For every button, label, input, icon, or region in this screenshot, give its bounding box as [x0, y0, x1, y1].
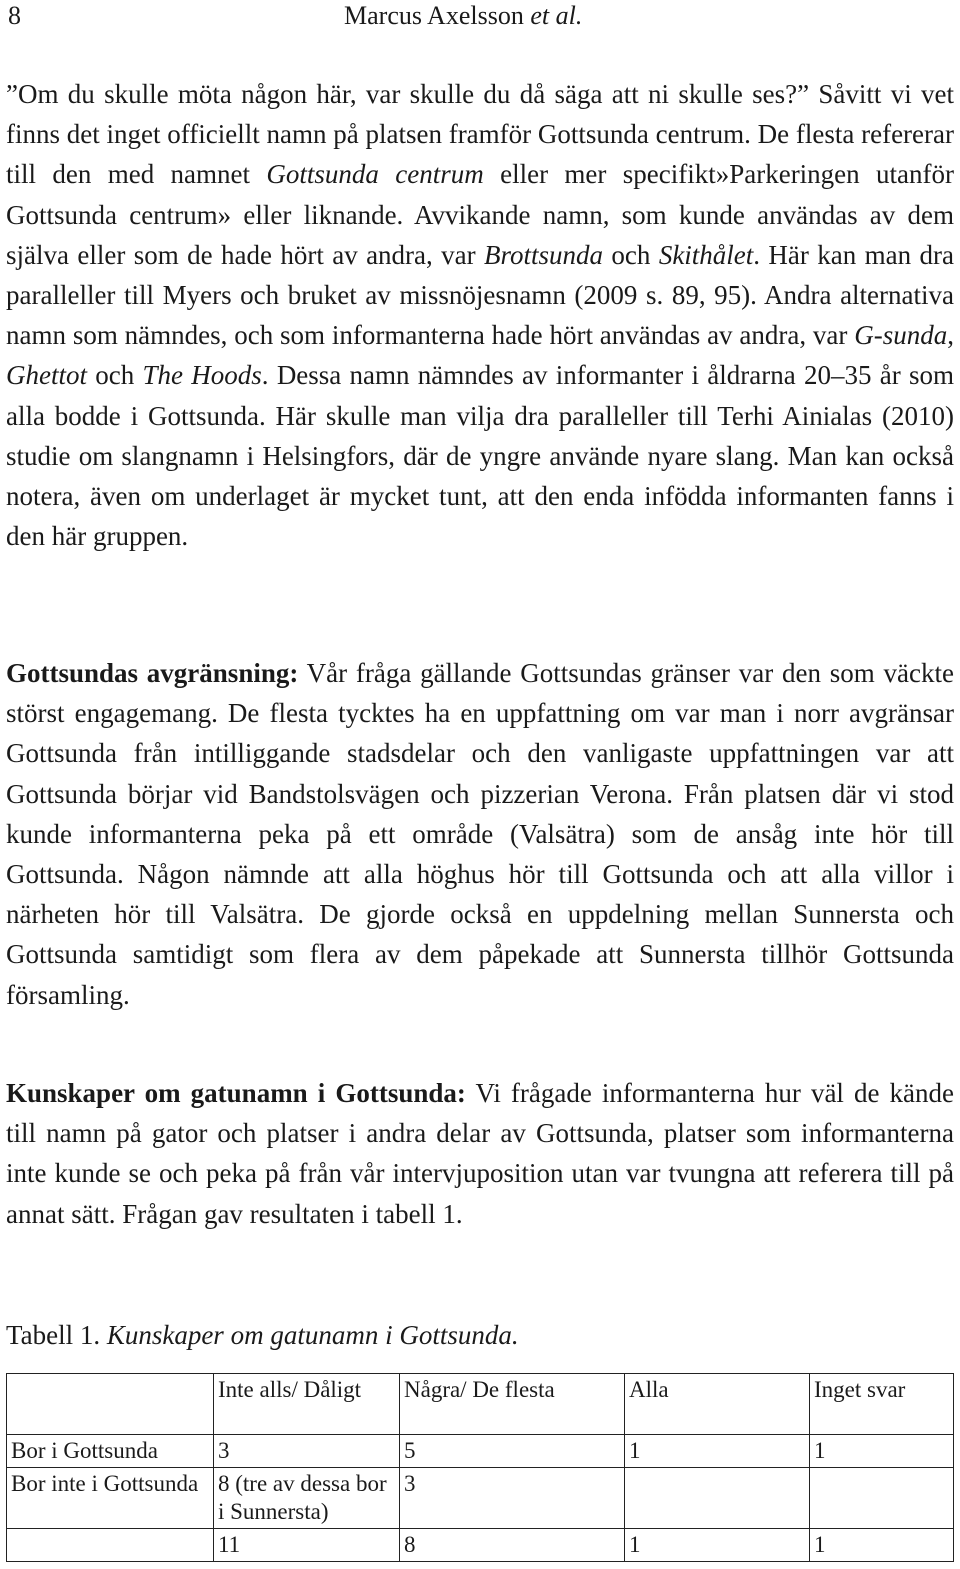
caption-title: Kunskaper om gatunamn i Gottsunda. — [106, 1320, 519, 1350]
header-cell — [7, 1374, 214, 1435]
text-run: ”Om du skulle möta någon här, var skulle du då säga att ni skulle ses?” Såvitt vi vet finns det inget officiellt namn på platsen framför Gottsunda centrum. De flesta refererar till den med namnet — [6, 79, 954, 190]
table-row-total — [7, 1529, 954, 1562]
italic-name: Brottsunda — [484, 239, 604, 270]
table-cell: 5 — [400, 1435, 625, 1468]
page-header — [8, 0, 952, 34]
table-row — [7, 1435, 954, 1468]
italic-name: The Hoods — [142, 360, 262, 391]
table-cell: Bor inte i Gottsunda — [7, 1468, 214, 1529]
running-head-author: Marcus Axelsson — [344, 1, 524, 30]
table-cell: 3 — [400, 1468, 625, 1529]
table-cell — [625, 1468, 810, 1529]
table-header-row — [7, 1374, 954, 1435]
text-run: och — [87, 360, 143, 391]
table-cell: 3 — [214, 1435, 400, 1468]
italic-name: Ghettot — [6, 360, 87, 391]
running-head-etal: et al. — [530, 1, 583, 30]
table-cell: 8 — [400, 1529, 625, 1562]
table-caption — [6, 1315, 519, 1355]
italic-name: G-sunda — [854, 320, 948, 351]
header-cell: Inte alls/ Dåligt — [214, 1374, 400, 1435]
text-run: , — [947, 320, 954, 351]
table-cell — [810, 1468, 954, 1529]
paragraph-heading: Kunskaper om gatunamn i Gottsunda: — [6, 1078, 466, 1108]
page-number: 8 — [8, 1, 21, 30]
text-run: eller mer specifikt»Parkeringen utanför Gottsunda centrum» eller liknande. Avvikande namn, som kunde användas av dem själva eller som de hade hört av andra, var — [6, 159, 954, 270]
table-cell: 1 — [625, 1529, 810, 1562]
text-run: . Dessa namn nämndes av informanter i åldrarna 20–35 år som alla bodde i Gottsunda. Här skulle man vilja dra paralleller till Terhi Ainialas (2010) studie om slangnamn i Helsingfors, där de yngre använde nyare slang. Man kan också notera, även om underlaget är mycket tunt, att den enda infödda informanten fanns i den här gruppen. — [6, 360, 954, 552]
table-cell: 11 — [214, 1529, 400, 1562]
header-cell: Inget svar — [810, 1374, 954, 1435]
results-table — [6, 1373, 954, 1562]
table-cell: 1 — [810, 1435, 954, 1468]
header-cell: Alla — [625, 1374, 810, 1435]
header-cell: Några/ De flesta — [400, 1374, 625, 1435]
paragraph-text: Vi frågade informanterna hur väl de kände till namn på gator och platser i andra delar av Gottsunda, platser som informanterna inte kunde se och peka på från vår intervjuposition utan var tvungna att referera till på annat sätt. Frågan gav resultaten i tabell 1. — [6, 1078, 955, 1229]
table-cell: 1 — [625, 1435, 810, 1468]
table-cell: 1 — [810, 1529, 954, 1562]
table-cell: Bor i Gottsunda — [7, 1435, 214, 1468]
paragraph-street-names — [6, 1073, 954, 1234]
table-row — [7, 1468, 954, 1529]
text-run: och — [603, 239, 659, 270]
paragraph-heading: Gottsundas avgränsning: — [6, 658, 299, 688]
table-cell — [7, 1529, 214, 1562]
table-cell: 8 (tre av dessa bor i Sunnersta) — [214, 1468, 400, 1529]
paragraph-text: Vår fråga gällande Gottsundas gränser var den som väckte störst engagemang. De flesta tycktes ha en uppfattning om var man i norr avgränsar Gottsunda från intilliggande stadsdelar och den vanligaste uppfattningen var att Gottsunda börjar vid Bandstolsvägen och pizzerian Verona. Från platsen där vi stod kunde informanterna peka på ett område (Valsätra) som de ansåg inte hör till Gottsunda. Någon nämnde att alla höghus hör till Gottsunda och att alla villor i närheten hör till Valsätra. De gjorde också en uppdelning mellan Sunnersta och Gottsunda samtidigt som flera av dem påpekade att Sunnersta tillhör Gottsunda församling. — [6, 658, 954, 1010]
text-run: . Här kan man dra paralleller till Myers och bruket av missnöjesnamn (2009 s. 89, 95). Andra alternativa namn som nämndes, och som informanterna hade hört användas av andra, var — [6, 239, 955, 351]
paragraph-boundaries — [6, 653, 954, 1015]
italic-name: Gottsunda centrum — [266, 159, 484, 190]
caption-label: Tabell 1. — [6, 1320, 107, 1350]
paragraph-place-names — [6, 74, 954, 556]
running-head — [344, 0, 582, 32]
italic-name: Skithålet — [658, 239, 754, 270]
